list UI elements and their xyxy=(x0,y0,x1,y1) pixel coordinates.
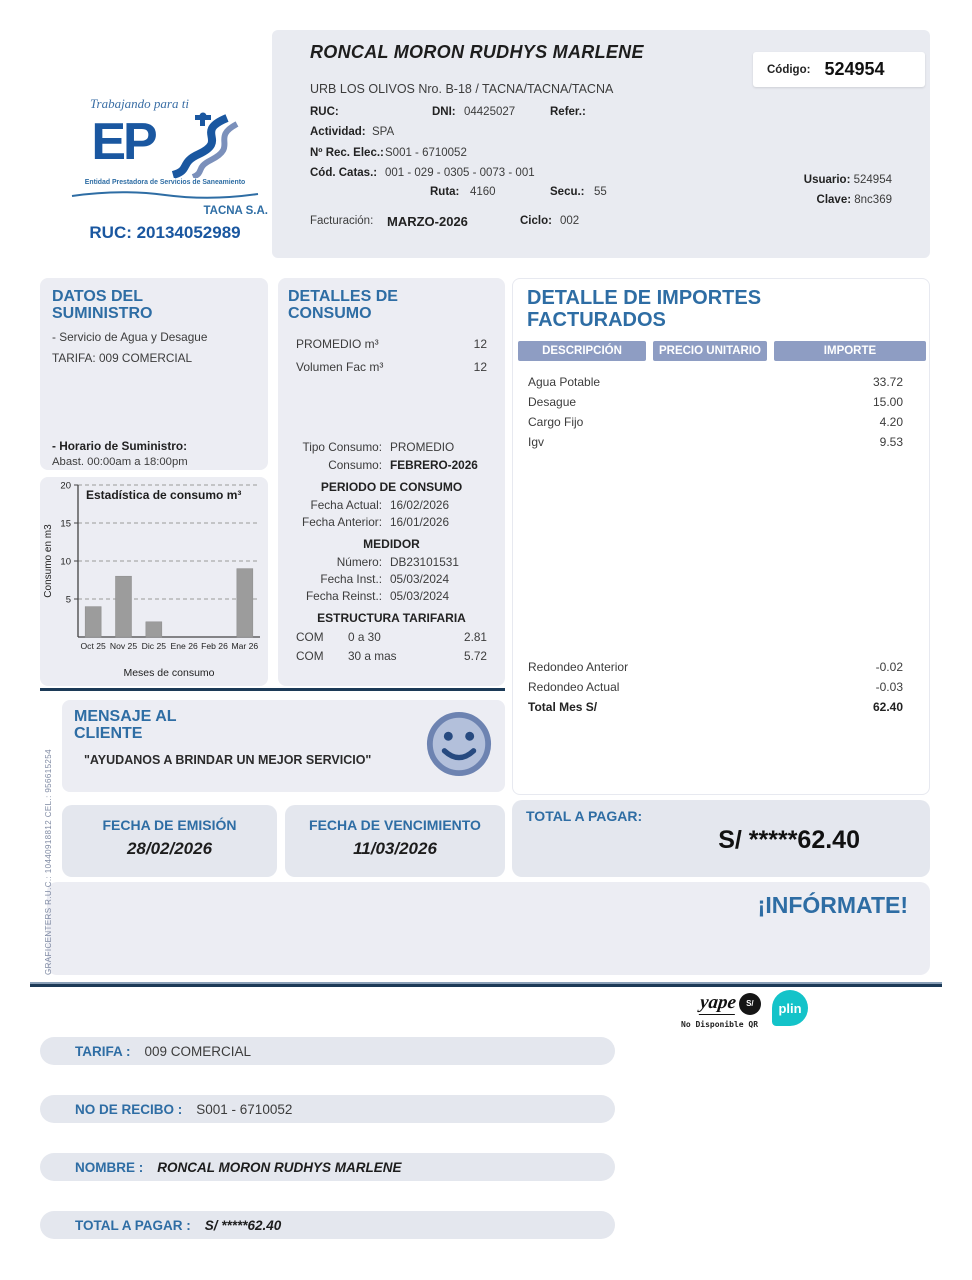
tarifa-price: 5.72 xyxy=(464,648,487,663)
river-swoosh-icon xyxy=(155,112,239,183)
supply-section xyxy=(40,278,268,470)
svg-text:Meses de consumo: Meses de consumo xyxy=(123,667,215,679)
codigo-box xyxy=(753,52,925,87)
charges-column-header: DESCRIPCIÓN xyxy=(518,341,646,361)
fecha-reinst-value: 05/03/2024 xyxy=(390,588,450,603)
svg-text:Estadística de consumo m³: Estadística de consumo m³ xyxy=(86,488,242,502)
charge-amount: 4.20 xyxy=(879,415,903,429)
consumo-label: Consumo: xyxy=(328,457,382,472)
summary-label: TARIFA : xyxy=(75,1043,131,1059)
numero-value: DB23101531 xyxy=(390,554,459,569)
tarifa-structure-row xyxy=(288,630,495,644)
consumo-row xyxy=(288,458,495,472)
company-logo xyxy=(62,96,268,243)
supply-title: DATOS DEL SUMINISTRO xyxy=(52,288,153,323)
refer-label: Refer.: xyxy=(550,106,586,118)
charge-row xyxy=(513,412,931,432)
charges-column-header: PRECIO UNITARIO xyxy=(653,341,767,361)
medidor-title: MEDIDOR xyxy=(363,536,420,551)
total-a-pagar-box xyxy=(512,800,930,877)
svg-text:5: 5 xyxy=(65,594,71,606)
footer-divider-band xyxy=(30,982,942,987)
supply-tarifa: TARIFA: 009 COMERCIAL xyxy=(52,350,193,365)
clave-label: Clave: xyxy=(816,194,852,206)
charges-adjustment-rows xyxy=(513,657,931,717)
fecha-reinst-row xyxy=(288,589,495,603)
fecha-reinst-label: Fecha Reinst.: xyxy=(305,588,382,603)
charge-label: Igv xyxy=(528,435,545,449)
charges-total-row xyxy=(513,697,931,717)
fecha-vencimiento-box xyxy=(285,805,505,877)
facturacion-value: MARZO-2026 xyxy=(387,214,468,229)
usuario-label: Usuario: xyxy=(803,174,851,186)
summary-value: RONCAL MORON RUDHYS MARLENE xyxy=(157,1159,402,1175)
adjustment-row xyxy=(513,677,931,697)
smiley-face-icon xyxy=(425,710,493,783)
rec-elec-label: Nº Rec. Elec.: xyxy=(310,147,384,159)
consumption-section xyxy=(278,278,505,686)
supply-horario-value: Abast. 00:00am a 18:00pm xyxy=(52,455,188,468)
adjustment-row xyxy=(513,657,931,677)
facturacion-label: Facturación: xyxy=(310,215,374,227)
summary-label: NO DE RECIBO : xyxy=(75,1101,183,1117)
logo-wave-icon xyxy=(70,191,260,199)
estructura-title: ESTRUCTURA TARIFARIA xyxy=(317,610,466,625)
summary-label: TOTAL A PAGAR : xyxy=(75,1217,191,1233)
svg-text:Nov 25: Nov 25 xyxy=(109,641,138,651)
fecha-inst-value: 05/03/2024 xyxy=(390,571,450,586)
promedio-value: 12 xyxy=(473,336,487,351)
supply-horario-label: - Horario de Suministro: xyxy=(52,438,188,453)
numero-row xyxy=(288,555,495,569)
charge-row xyxy=(513,432,931,452)
tarifa-range: 30 a mas xyxy=(348,648,397,663)
tarifa-structure-row xyxy=(288,649,495,663)
adjustment-amount: -0.03 xyxy=(875,680,903,694)
tarifa-code: COM xyxy=(296,629,324,644)
summary-value: S/ *****62.40 xyxy=(204,1217,282,1233)
summary-value: S001 - 6710052 xyxy=(196,1101,293,1117)
tipo-label: Tipo Consumo: xyxy=(302,439,382,454)
clave-value: 8nc369 xyxy=(854,194,892,206)
message-title: MENSAJE AL CLIENTE xyxy=(74,708,177,743)
informate-section xyxy=(47,882,930,975)
svg-text:Oct 25: Oct 25 xyxy=(80,641,106,651)
fecha-anterior-value: 16/01/2026 xyxy=(390,514,450,529)
fecha-inst-row xyxy=(288,572,495,586)
fecha-actual-row xyxy=(288,498,495,512)
consumo-value: FEBRERO-2026 xyxy=(390,457,478,472)
logo-tagline: Trabajando para ti xyxy=(90,96,189,111)
summary-value: 009 COMERCIAL xyxy=(144,1043,252,1059)
customer-name: RONCAL MORON RUDHYS MARLENE xyxy=(310,42,644,62)
logo-mark xyxy=(62,112,268,178)
ciclo-value: 002 xyxy=(560,215,580,227)
charge-label: Cargo Fijo xyxy=(528,415,584,429)
fecha-actual-value: 16/02/2026 xyxy=(390,497,450,512)
fecha-inst-label: Fecha Inst.: xyxy=(320,571,382,586)
actividad-value: SPA xyxy=(372,126,395,138)
fecha-anterior-row xyxy=(288,515,495,529)
adjustment-label: Redondeo Actual xyxy=(528,680,620,694)
charges-section xyxy=(512,278,930,795)
ruta-value: 4160 xyxy=(470,186,496,198)
logo-company-name: TACNA S.A. xyxy=(203,205,268,217)
codigo-value: 524954 xyxy=(824,59,885,79)
fecha-anterior-label: Fecha Anterior: xyxy=(302,514,382,529)
svg-text:Dic 25: Dic 25 xyxy=(141,641,167,651)
charge-amount: 15.00 xyxy=(872,395,903,409)
charges-total-label: Total Mes S/ xyxy=(528,700,598,714)
promedio-row xyxy=(288,337,495,351)
tipo-value: PROMEDIO xyxy=(390,439,455,454)
qr-availability-note: No Disponible QR xyxy=(681,1020,759,1029)
consumption-chart xyxy=(40,477,268,691)
tarifa-range: 0 a 30 xyxy=(348,629,381,644)
adjustment-label: Redondeo Anterior xyxy=(528,660,629,674)
tipo-consumo-row xyxy=(288,440,495,454)
svg-text:20: 20 xyxy=(60,480,71,492)
charge-row xyxy=(513,372,931,392)
charge-amount: 33.72 xyxy=(872,375,903,389)
svg-text:Consumo en m3: Consumo en m3 xyxy=(43,524,54,598)
summary-label: NOMBRE : xyxy=(75,1159,144,1175)
charges-header-row xyxy=(518,341,926,361)
charge-amount: 9.53 xyxy=(879,435,903,449)
adjustment-amount: -0.02 xyxy=(875,660,903,674)
total-a-pagar-label: TOTAL A PAGAR: xyxy=(526,808,643,824)
charges-title: DETALLE DE IMPORTES FACTURADOS xyxy=(527,287,762,331)
charge-row xyxy=(513,392,931,412)
clave-line xyxy=(817,194,892,206)
charges-column-header: IMPORTE xyxy=(774,341,926,361)
periodo-title: PERIODO DE CONSUMO xyxy=(320,479,463,494)
volumen-value: 12 xyxy=(473,359,487,374)
fecha-emision-label: FECHA DE EMISIÓN xyxy=(102,817,237,833)
tarifa-structure-rows xyxy=(288,630,495,663)
ruc-label: RUC: xyxy=(310,106,339,118)
fecha-vencimiento-label: FECHA DE VENCIMIENTO xyxy=(309,817,481,833)
charge-label: Agua Potable xyxy=(528,375,601,389)
consumption-title: DETALLES DE CONSUMO xyxy=(288,288,398,323)
summary-row xyxy=(40,1211,615,1239)
fecha-actual-label: Fecha Actual: xyxy=(310,497,382,512)
fecha-emision-value: 28/02/2026 xyxy=(126,839,213,858)
summary-row xyxy=(40,1037,615,1065)
charge-label: Desague xyxy=(528,395,577,409)
promedio-label: PROMEDIO m³ xyxy=(296,336,379,351)
svg-text:10: 10 xyxy=(60,556,71,568)
rec-elec-value: S001 - 6710052 xyxy=(385,147,467,159)
supply-service: - Servicio de Agua y Desague xyxy=(52,329,208,344)
yape-wordmark: yape xyxy=(699,992,738,1013)
volumen-label: Volumen Fac m³ xyxy=(296,359,384,374)
printer-credit-vertical-text: GRAFICENTERS R.U.C.: 10440918812 CEL.: 956615254 xyxy=(44,749,53,975)
cod-catas-value: 001 - 029 - 0305 - 0073 - 001 xyxy=(385,167,535,179)
summary-rows xyxy=(40,1037,615,1239)
ciclo-label: Ciclo: xyxy=(520,215,552,227)
secu-label: Secu.: xyxy=(550,186,585,198)
fecha-vencimiento-value: 11/03/2026 xyxy=(353,839,437,858)
svg-text:Ene 26: Ene 26 xyxy=(170,641,198,651)
plin-logo: plin xyxy=(772,990,808,1026)
consumption-chart-box xyxy=(40,477,268,686)
charges-item-rows xyxy=(513,372,931,452)
svg-text:Mar 26: Mar 26 xyxy=(231,641,259,651)
summary-row xyxy=(40,1153,615,1181)
logo-ep-text: EP xyxy=(91,113,155,171)
codigo-label: Código: xyxy=(767,63,811,76)
section-divider-line xyxy=(40,688,505,691)
message-text: "AYUDANOS A BRINDAR UN MEJOR SERVICIO" xyxy=(84,752,372,767)
customer-header xyxy=(272,30,930,258)
logo-ruc: RUC: 20134052989 xyxy=(89,223,241,242)
charges-total-value: 62.40 xyxy=(872,700,903,714)
secu-value: 55 xyxy=(594,186,607,198)
logo-subtitle: Entidad Prestadora de Servicios de Saneamiento xyxy=(84,179,246,186)
yape-logo xyxy=(700,992,761,1015)
tarifa-code: COM xyxy=(296,648,324,663)
dni-label: DNI: xyxy=(432,106,456,118)
volumen-row xyxy=(288,360,495,374)
ruta-label: Ruta: xyxy=(430,186,460,198)
usuario-line xyxy=(804,174,892,186)
total-a-pagar-value: S/ *****62.40 xyxy=(718,826,860,854)
svg-text:Feb 26: Feb 26 xyxy=(201,641,228,651)
usuario-value: 524954 xyxy=(853,174,892,186)
informate-text: ¡INFÓRMATE! xyxy=(757,892,908,918)
customer-address: URB LOS OLIVOS Nro. B-18 / TACNA/TACNA/TACNA xyxy=(310,82,614,96)
summary-row xyxy=(40,1095,615,1123)
fecha-emision-box xyxy=(62,805,277,877)
cod-catas-label: Cód. Catas.: xyxy=(310,167,378,179)
tarifa-price: 2.81 xyxy=(464,629,487,644)
actividad-label: Actividad: xyxy=(310,126,366,138)
numero-label: Número: xyxy=(336,554,382,569)
svg-text:15: 15 xyxy=(60,518,71,530)
dni-value: 04425027 xyxy=(464,106,516,118)
message-section xyxy=(62,700,505,792)
yape-soles-icon: S/ xyxy=(739,993,761,1015)
